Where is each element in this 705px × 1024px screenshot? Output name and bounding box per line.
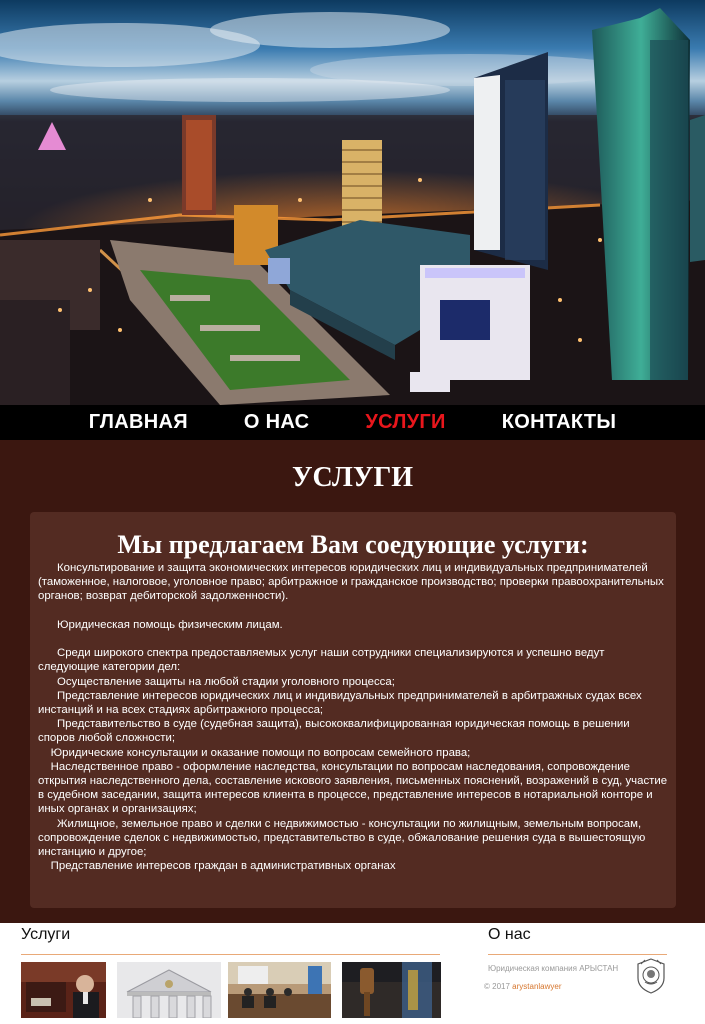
nav-link-about[interactable]: О НАС — [243, 411, 310, 433]
nav-link-services[interactable]: УСЛУГИ — [365, 411, 446, 433]
hero-city-image — [0, 0, 705, 405]
page-title: УСЛУГИ — [291, 462, 414, 493]
footer-company-text: Юридическая компания АРЫСТАН — [488, 964, 619, 973]
service-item: Осуществление защиты на любой стадии уголовного процесса; — [38, 675, 395, 688]
service-item: Жилищное, земельное право и сделки с недвижимостью - консультации по жилищным, земельным вопросам, сопровождение сделок с недвижимостью, представительство в суде, обжалование решения суда в вышестоящую инстанцию и другое; — [38, 817, 649, 859]
service-thumb-gavel[interactable] — [342, 962, 441, 1018]
service-thumb-courtroom[interactable] — [228, 962, 331, 1018]
footer-copyright: © 2017 arystanlawyer — [484, 982, 562, 991]
nav-link-home[interactable]: ГЛАВНАЯ — [88, 411, 188, 433]
service-thumb-judge[interactable] — [21, 962, 106, 1018]
service-item: Юридические консультации и оказание помощи по вопросам семейного права; — [38, 746, 471, 759]
main-nav — [0, 405, 705, 440]
services-section — [0, 440, 705, 923]
footer — [0, 923, 705, 1024]
footer-services-heading: Услуги — [21, 926, 71, 943]
service-item: Представление интересов юридических лиц и индивидуальных предпринимателей в арбитражных судах всех инстанций и на всех стадиях арбитражного процесса; — [38, 689, 645, 716]
service-paragraph: Консультирование и защита экономических интересов юридических лиц и индивидуальных предпринимателей (таможенное, налоговое, уголовное право; арбитражное и гражданское производство; проверки правоохранительных органов; возврат дебиторской задолженности). — [38, 562, 667, 603]
footer-divider — [21, 954, 440, 955]
panel-title: Мы предлагаем Вам соедующие услуги: — [117, 530, 589, 559]
service-item: Представительство в суде (судебная защита), высококвалифицированная юридическая помощь в решении споров любой сложности; — [38, 718, 633, 745]
services-panel — [30, 512, 676, 908]
service-item: Представление интересов граждан в административных органах — [38, 860, 396, 873]
service-item: Наследственное право - оформление наследства, консультации по вопросам наследования, сопровождение открытия наследственного дела, составление искового заявления, письменных пояснений, возражений в суд, участие в судебном заседании, защита интересов клиента в процессе, представление интересов в нотариальной конторе и иных органах и организациях; — [38, 760, 671, 816]
lion-emblem-icon — [635, 958, 667, 994]
footer-divider — [488, 954, 667, 955]
footer-brand-link[interactable]: arystanlawyer — [512, 982, 562, 991]
service-thumb-court-building[interactable] — [117, 962, 221, 1018]
footer-about-heading: О нас — [488, 926, 531, 943]
nav-link-contacts[interactable]: КОНТАКТЫ — [501, 411, 617, 433]
service-paragraph: Среди широкого спектра предоставляемых услуг наши сотрудники специализируются и успешно ведут следующие категории дел: — [38, 647, 608, 674]
service-paragraph: Юридическая помощь физическим лицам. — [38, 618, 283, 631]
